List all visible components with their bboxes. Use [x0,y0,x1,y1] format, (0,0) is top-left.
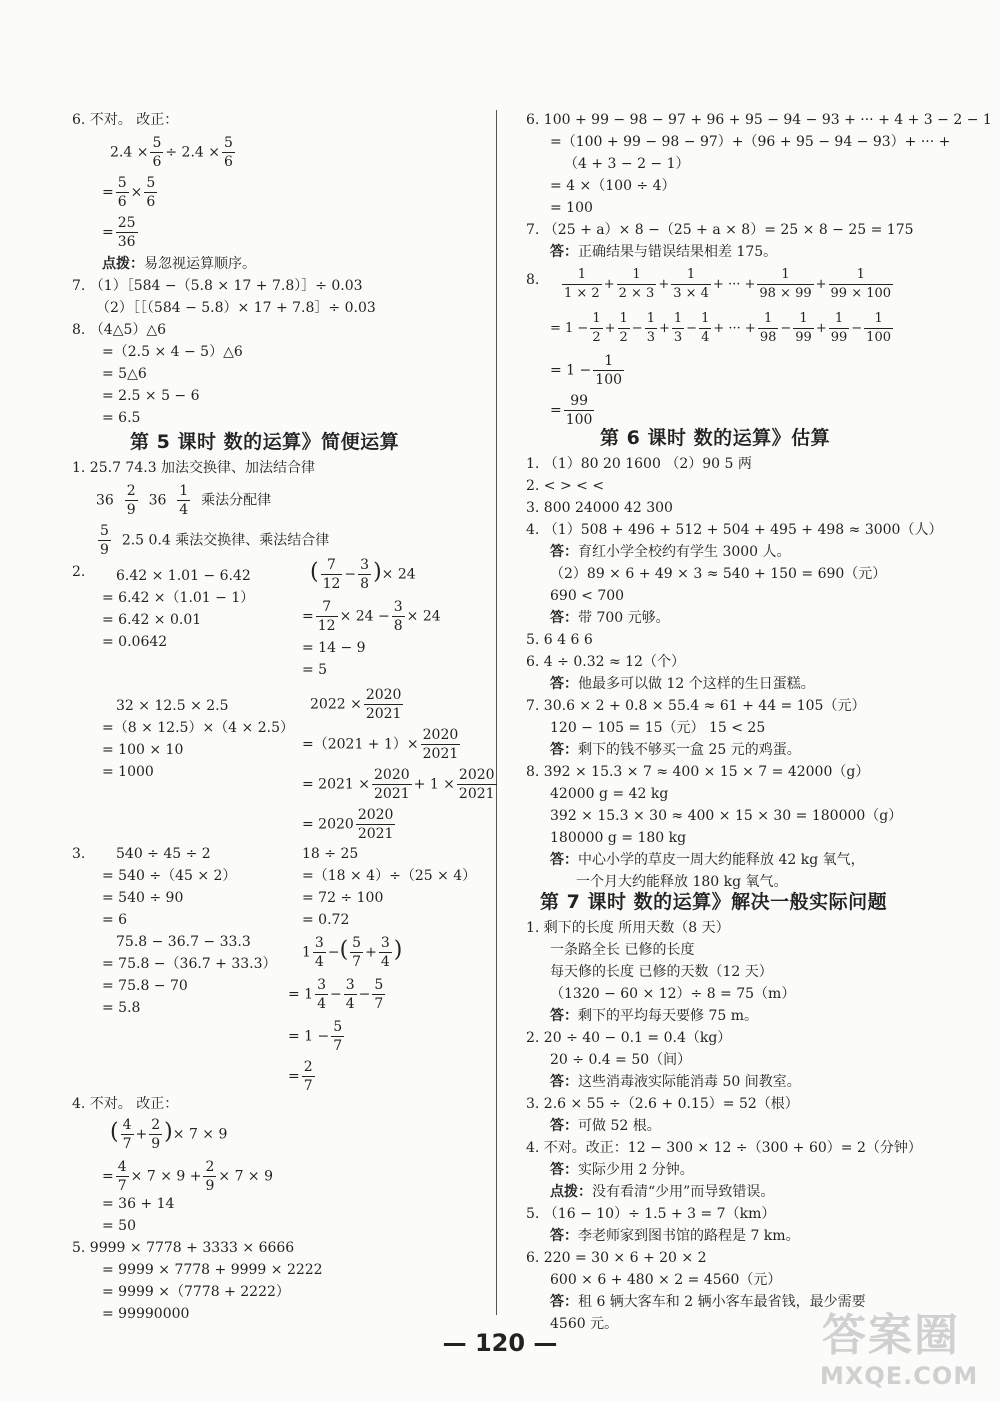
answer-line: 7. （1）［584 −（5.8 × 17 + 7.8）］÷ 0.03 [72,278,363,294]
answer-line: 一条路全长 已修的长度 [550,942,695,958]
answer-line: = 2021 × $\frac{2020}{2021}$ + 1 × $\frac{2020}{2021}$ [302,767,495,802]
answer-line: = 100 [550,200,593,216]
answer-line: 答：育红小学全校约有学生 3000 人。 [550,544,791,560]
fraction: $\frac{1}{2}$ [592,311,601,345]
answer-line: =（2021 + 1）× $\frac{2020}{2021}$ [302,727,459,762]
answer-line: ( $\frac{4}{7}$ + $\frac{2}{9}$ )× 7 × 9 [110,1117,228,1152]
answer-line: 2. < > < < [526,478,605,494]
answer-line: = 6 [102,912,128,928]
fraction: $\frac{1}{100}$ [866,311,891,345]
answer-line: = 5△6 [102,366,147,382]
answer-line: 42000 g = 42 kg [550,786,669,802]
hint-line: 点拨：没有看清“少用”而导致错误。 [550,1184,775,1200]
answer-line: = 2020 $\frac{2020}{2021}$ [302,807,394,842]
fraction: $\frac{1}{3}$ [673,311,683,345]
answer-line: = 100 × 10 [102,742,184,758]
answer-line: = 1 − $\frac{1}{2}$ + $\frac{1}{2}$ − $\frac{1}{3}$ + $\frac{1}{3}$ − $\frac{1}{4}$ + ··· + $\frac{1}{98}$ − $\frac{1}{99}$ + $\frac{1}{99}$ − $\frac{1}{100}$ [550,311,891,345]
answer-line: = $\frac{99}{100}$ [550,393,593,428]
answer-line: 392 × 15.3 × 30 ≈ 400 × 15 × 30 = 180000（g） [550,808,903,824]
answer-line: = 1 − $\frac{1}{100}$ [550,353,623,388]
answer-line: （4 + 3 − 2 − 1） [564,156,690,172]
fraction: $\frac{2020}{2021}$ [374,767,410,802]
answer-line: （2）89 × 6 + 49 × 3 ≈ 540 + 150 = 690（元） [550,566,887,582]
fraction: $\frac{1}{99}$ [830,311,848,345]
fraction: $\frac{3}{8}$ [393,599,403,634]
answer-line: 2022 × $\frac{2020}{2021}$ [310,687,402,722]
answer-line: = $\frac{2}{7}$ [288,1059,313,1094]
answer-line: = 99990000 [102,1306,190,1322]
answer-line: 5. 6 4 6 6 [526,632,593,648]
fraction: $\frac{4}{7}$ [117,1159,127,1194]
fraction: $\frac{3}{4}$ [314,935,324,970]
answer-line: 3. 2.6 × 55 ÷（2.6 + 0.15）= 52（根） [526,1096,799,1112]
answer-line: 每天修的长度 已修的天数（12 天） [550,964,773,980]
answer-line: = 1 − $\frac{5}{7}$ [288,1019,343,1054]
answer-line: =（8 × 12.5）×（4 × 2.5） [102,720,294,736]
fraction: $\frac{5}{6}$ [152,135,162,170]
answer-line: $\frac{5}{9}$ 2.5 0.4 乘法交换律、乘法结合律 [100,523,330,558]
answer-line: = $\frac{5}{6}$ × $\frac{5}{6}$ [102,175,156,210]
fraction: $\frac{1}{100}$ [595,353,623,388]
answer-line: 4560 元。 [550,1316,619,1332]
answer-line: 答：正确结果与错误结果相差 175。 [550,244,778,260]
answer-line: 6.42 × 1.01 − 6.42 [116,568,251,584]
answer-line: 答：剩下的平均每天要修 75 m。 [550,1008,758,1024]
answer-line: 20 ÷ 0.4 = 50（间） [550,1052,692,1068]
answer-line: $\frac{1}{1 \times 2}$ + $\frac{1}{2 \times 3}$ + $\frac{1}{3 \times 4}$ + ··· + $\frac{1}{98 \times 99}$ + $\frac{1}{99 \times 100}$ [564,267,892,301]
answer-line: = 75.8 − 70 [102,978,188,994]
answer-line: ( $\frac{7}{12}$ − $\frac{3}{8}$ )× 24 [310,557,416,592]
answer-line: 18 ÷ 25 [302,846,359,862]
answer-line: 36 $\frac{2}{9}$ 36 $\frac{1}{4}$ 乘法分配律 [96,483,272,518]
answer-line: 6. 100 + 99 − 98 − 97 + 96 + 95 − 94 − 93 + ··· + 4 + 3 − 2 − 1 [526,112,992,128]
answer-line: 一个月大约能释放 180 kg 氧气。 [576,874,788,890]
fraction: $\frac{7}{12}$ [317,599,336,634]
fraction: $\frac{5}{9}$ [100,523,109,558]
fraction: $\frac{3}{4}$ [317,977,327,1012]
answer-line: 7. （25 + a）× 8 −（25 + a × 8）= 25 × 8 − 25 = 175 [526,222,914,238]
answer-line: = 5 [302,662,328,678]
answer-line: 8. 392 × 15.3 × 7 ≈ 400 × 15 × 7 = 42000（g） [526,764,870,780]
section-heading-lesson-5: 第 5 课时 数的运算》简便运算 [130,431,400,453]
fraction: $\frac{5}{6}$ [146,175,156,210]
answer-line: = 6.5 [102,410,141,426]
answer-line: 答：租 6 辆大客车和 2 辆小客车最省钱，最少需要 [550,1294,866,1310]
fraction: $\frac{99}{100}$ [565,393,593,428]
answer-line: = 1000 [102,764,154,780]
answer-line: 120 − 105 = 15（元） 15 < 25 [550,720,766,736]
answer-line: 600 × 6 + 480 × 2 = 4560（元） [550,1272,782,1288]
answer-line: （2）［［（584 − 5.8）× 17 + 7.8］÷ 0.03 [96,300,376,316]
answer-line: 180000 g = 180 kg [550,830,687,846]
watermark-url: MXQE.COM [820,1362,979,1390]
fraction: $\frac{2}{9}$ [151,1117,161,1152]
answer-line: =（18 × 4）÷（25 × 4） [302,868,477,884]
fraction: $\frac{3}{8}$ [360,557,370,592]
answer-line: =（2.5 × 4 − 5）△6 [102,344,243,360]
answer-line: = 6.42 ×（1.01 − 1） [102,590,255,606]
fraction: $\frac{3}{4}$ [380,935,390,970]
answer-line: = $\frac{25}{36}$ [102,215,136,250]
section-heading-lesson-6: 第 6 课时 数的运算》估算 [600,427,831,449]
answer-line: 1. （1）80 20 1600 （2）90 5 两 [526,456,752,472]
answer-line: 答：实际少用 2 分钟。 [550,1162,694,1178]
answer-line: = 2.5 × 5 − 6 [102,388,200,404]
fraction: $\frac{1}{4}$ [701,311,710,345]
answer-line: = 50 [102,1218,136,1234]
question-number: 3. [72,846,86,862]
answer-line: = 6.42 × 0.01 [102,612,202,628]
question-number: 8. [526,272,540,288]
hint-line: 点拨：易忽视运算顺序。 [102,256,256,272]
fraction: $\frac{5}{7}$ [352,935,362,970]
answer-line: = 9999 ×（7778 + 2222） [102,1284,290,1300]
answer-line: 8. （4△5）△6 [72,322,167,338]
answer-line: 答：可做 52 根。 [550,1118,661,1134]
fraction: $\frac{1}{2 \times 3}$ [618,267,655,301]
question-number: 2. [72,564,86,580]
answer-line: 1. 25.7 74.3 加法交换律、加法结合律 [72,460,316,476]
fraction: $\frac{1}{99}$ [795,311,812,345]
fraction: $\frac{1}{2}$ [619,311,628,345]
answer-line: =（100 + 99 − 98 − 97）+（96 + 95 − 94 − 93）+ ··· + [550,134,951,150]
fraction: $\frac{1}{1 \times 2}$ [564,267,600,301]
answer-line: 答：这些消毒液实际能消毒 50 间教室。 [550,1074,801,1090]
answer-line: = $\frac{4}{7}$ × 7 × 9 + $\frac{2}{9}$ × 7 × 9 [102,1159,274,1194]
fraction: $\frac{1}{99 \times 100}$ [830,267,892,301]
fraction: $\frac{1}{4}$ [179,483,189,518]
fraction: $\frac{2}{7}$ [303,1059,313,1094]
answer-line: （1320 − 60 × 12）÷ 8 = 75（m） [550,986,796,1002]
answer-line: 5. （16 − 10）÷ 1.5 + 3 = 7（km） [526,1206,776,1222]
answer-line: = 0.72 [302,912,350,928]
answer-line: 答：他最多可以做 12 个这样的生日蛋糕。 [550,676,815,692]
fraction: $\frac{2020}{2021}$ [365,687,402,722]
section-heading-lesson-7: 第 7 课时 数的运算》解决一般实际问题 [540,891,888,913]
answer-line: = 36 + 14 [102,1196,175,1212]
answer-line: = 540 ÷ 90 [102,890,184,906]
answer-line: 7. 30.6 × 2 + 0.8 × 55.4 ≈ 61 + 44 = 105（元） [526,698,866,714]
fraction: $\frac{7}{12}$ [322,557,341,592]
fraction: $\frac{2020}{2021}$ [458,767,495,802]
fraction: $\frac{5}{7}$ [333,1019,343,1054]
answer-line: = 14 − 9 [302,640,366,656]
answer-line: = 9999 × 7778 + 9999 × 2222 [102,1262,323,1278]
fraction: $\frac{3}{4}$ [345,977,355,1012]
fraction: $\frac{1}{3 \times 4}$ [673,267,709,301]
answer-line: = 75.8 −（36.7 + 33.3） [102,956,277,972]
fraction: $\frac{25}{36}$ [117,215,136,250]
answer-line: 4. 不对。 改正： [72,1096,179,1112]
page-number: — 120 — [442,1329,558,1357]
answer-line: = $\frac{7}{12}$ × 24 − $\frac{3}{8}$ × 24 [302,599,441,634]
answer-line: = 540 ÷（45 × 2） [102,868,237,884]
answer-line: 540 ÷ 45 ÷ 2 [116,846,211,862]
watermark-text: 答案圈 [822,1310,960,1361]
answer-line: 5. 9999 × 7778 + 3333 × 6666 [72,1240,295,1256]
answer-line: 3. 800 24000 42 300 [526,500,673,516]
fraction: $\frac{1}{98 \times 99}$ [759,267,812,301]
answer-line: 答：李老师家到图书馆的路程是 7 km。 [550,1228,800,1244]
answer-line: = 5.8 [102,1000,141,1016]
answer-line: 75.8 − 36.7 − 33.3 [116,934,251,950]
answer-line: 690 < 700 [550,588,625,604]
answer-line: 1 $\frac{3}{4}$ −( $\frac{5}{7}$ + $\frac{3}{4}$ ) [302,935,403,970]
fraction: $\frac{2}{9}$ [205,1159,215,1194]
fraction: $\frac{5}{6}$ [224,135,233,170]
answer-line: 4. （1）508 + 496 + 512 + 504 + 495 + 498 ≈ 3000（人） [526,522,943,538]
answer-line: 答：带 700 元够。 [550,610,670,626]
answer-line: 2.4 × $\frac{5}{6}$ ÷ 2.4 × $\frac{5}{6}$ [110,135,233,170]
fraction: $\frac{5}{7}$ [374,977,384,1012]
fraction: $\frac{2020}{2021}$ [422,727,459,762]
fraction: $\frac{2020}{2021}$ [357,807,394,842]
answer-line: = 1 $\frac{3}{4}$ − $\frac{3}{4}$ − $\frac{5}{7}$ [288,977,384,1012]
fraction: $\frac{4}{7}$ [122,1117,132,1152]
fraction: $\frac{1}{98}$ [759,311,777,345]
answer-line: = 4 ×（100 ÷ 4） [550,178,676,194]
fraction: $\frac{2}{9}$ [126,483,136,518]
fraction: $\frac{5}{6}$ [117,175,127,210]
answer-line: 32 × 12.5 × 2.5 [116,698,229,714]
answer-line: = 72 ÷ 100 [302,890,384,906]
answer-line: 6. 4 ÷ 0.32 ≈ 12（个） [526,654,685,670]
answer-line: = 0.0642 [102,634,168,650]
fraction: $\frac{1}{3}$ [646,311,655,345]
answer-line: 1. 剩下的长度 所用天数（8 天） [526,920,730,936]
answer-line: 4. 不对。改正：12 − 300 × 12 ÷（300 + 60）= 2（分钟） [526,1140,922,1156]
answer-line: 2. 20 ÷ 40 − 0.1 = 0.4（kg） [526,1030,732,1046]
answer-line: 答：中心小学的草皮一周大约能释放 42 kg 氧气， [550,852,865,868]
watermark-logo [790,1310,995,1398]
column-divider [496,110,497,1315]
answer-line: 答：剩下的钱不够买一盒 25 元的鸡蛋。 [550,742,801,758]
answer-line: 6. 不对。 改正： [72,112,179,128]
answer-line: 6. 220 = 30 × 6 + 20 × 2 [526,1250,707,1266]
